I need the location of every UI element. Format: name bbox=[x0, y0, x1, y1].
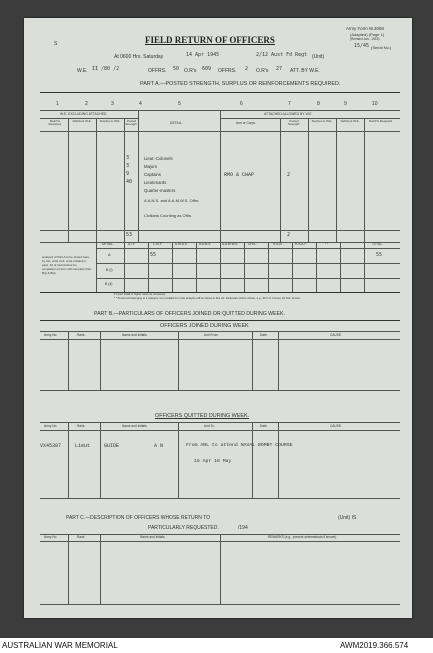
rule bbox=[340, 242, 341, 292]
joined-col-head: CAUSE. bbox=[330, 333, 342, 337]
return-date: 14 Apr 1945 bbox=[186, 52, 220, 58]
joined-col-head: Unit From. bbox=[204, 333, 219, 337]
rule bbox=[244, 242, 245, 292]
rule bbox=[220, 534, 221, 604]
analysis-aif-value: 55 bbox=[150, 252, 157, 258]
rule bbox=[40, 498, 400, 499]
rule bbox=[278, 331, 279, 390]
quitted-unit-to: From ARL to attend NAVAL BOMBT COURSE bbox=[186, 443, 293, 448]
rule bbox=[220, 242, 221, 292]
rule bbox=[40, 390, 400, 391]
analysis-note: Analysis of Part A to be shown here by ALL units Coll. units entitled in para. 16 of instructions for completion of form will complete Part B(i) & B(ii). bbox=[42, 255, 92, 276]
col-number: 6 bbox=[240, 101, 243, 107]
rule bbox=[40, 339, 400, 340]
rule bbox=[268, 242, 269, 292]
part-c-unit-label: (Unit) IS bbox=[338, 515, 357, 521]
rule bbox=[96, 242, 97, 292]
or-value-2: 27 bbox=[276, 66, 283, 72]
analysis-head: CIVIL. bbox=[248, 242, 257, 246]
rule bbox=[336, 118, 337, 242]
col-number: 8 bbox=[317, 101, 320, 107]
detail-row: A.A.N.S. and A.A.M.W.S. Offrs. bbox=[144, 198, 200, 203]
rule bbox=[220, 110, 221, 242]
analysis-head: R.A.N. bbox=[273, 242, 283, 246]
part-a-title: PART A.—POSTED STRENGTH, SURPLUS OR REINFORCEMENTS REQUIRED. bbox=[140, 81, 341, 87]
rule bbox=[100, 422, 101, 498]
form-revised: (Revised Jan., 1943) bbox=[350, 37, 380, 41]
offrs-label-1: OFFRS. bbox=[148, 68, 167, 74]
quitted-rank: Lieut bbox=[75, 443, 91, 449]
offrs-value-1: 50 bbox=[173, 66, 180, 72]
rule bbox=[96, 118, 97, 242]
quitted-col-head: Army No. bbox=[44, 424, 58, 428]
detail-row: Lieut.-Colonels bbox=[144, 156, 173, 161]
col-head: Deficient W.E. bbox=[340, 119, 360, 123]
col-head: DETAIL. bbox=[170, 121, 183, 125]
quitted-col-head: Unit To. bbox=[204, 424, 215, 428]
quitted-initials: A N bbox=[154, 443, 164, 449]
col-number: 4 bbox=[139, 101, 142, 107]
form-title: FIELD RETURN OF OFFICERS bbox=[145, 35, 275, 45]
attached-posted: 2 bbox=[287, 172, 291, 178]
rule bbox=[40, 320, 400, 321]
analysis-row-label: A. bbox=[108, 253, 112, 257]
part-c-col-head: Name and Initials. bbox=[140, 535, 166, 539]
rule bbox=[178, 331, 179, 390]
rule bbox=[100, 331, 101, 390]
analysis-head: A.A.M.W.S. bbox=[222, 242, 239, 246]
detail-row: Captains bbox=[144, 172, 161, 177]
analysis-head: * * bbox=[325, 242, 329, 246]
rule bbox=[40, 604, 400, 605]
analysis-head: A.I.F. bbox=[128, 242, 136, 246]
col-head: Surplus to W.E. bbox=[99, 119, 121, 123]
analysis-head: TOTAL. bbox=[372, 242, 383, 246]
rule bbox=[292, 242, 293, 292]
rule bbox=[68, 534, 69, 604]
or-value-1: 609 bbox=[202, 66, 212, 72]
or-label-2: O.R's bbox=[256, 68, 269, 74]
rule bbox=[308, 118, 309, 242]
analysis-total-value: 55 bbox=[376, 252, 383, 258]
rule bbox=[96, 248, 400, 249]
rule bbox=[68, 331, 69, 390]
rule bbox=[40, 292, 400, 293]
part-c-title-2: PARTICULARLY REQUESTED. bbox=[148, 525, 219, 531]
rule bbox=[172, 242, 173, 292]
joined-col-head: Date. bbox=[260, 333, 268, 337]
rule bbox=[252, 331, 253, 390]
rule bbox=[148, 242, 149, 292]
footnote-2: * * Personnel belonging to a category not provided for in the analysis will be shown in this col. Particulars will be shown, e.g., 26 U.K. Forces; 10 N.E. Forces. bbox=[114, 297, 301, 300]
analysis-head: DETAIL. bbox=[102, 242, 114, 246]
corner-mark: S bbox=[54, 41, 58, 47]
joined-title: OFFICERS JOINED DURING WEEK bbox=[160, 323, 249, 329]
rule bbox=[278, 422, 279, 498]
part-b-title: PART B.—PARTICULARS OF OFFICERS JOINED OR QUITTED DURING WEEK. bbox=[94, 311, 285, 317]
joined-col-head: Army No. bbox=[44, 333, 58, 337]
rule bbox=[68, 118, 69, 242]
quitted-col-head: Rank. bbox=[77, 424, 86, 428]
quitted-col-head: CAUSE. bbox=[330, 424, 342, 428]
col-number: 10 bbox=[372, 101, 378, 107]
corps-entry: RMO & CHAP bbox=[224, 172, 255, 178]
col-head: Reinf'ts Required. bbox=[48, 119, 62, 126]
offrs-value-2: 2 bbox=[245, 66, 249, 72]
detail-row: Civilians Counting as Offrs. bbox=[144, 213, 193, 218]
col-head: Reinf'ts Required. bbox=[369, 119, 393, 123]
col-head: Posted Strength. bbox=[125, 119, 138, 126]
footer-accession-number: AWM2019.366.574 bbox=[340, 641, 409, 650]
quitted-col-head: Date. bbox=[260, 424, 268, 428]
col-number: 1 bbox=[56, 101, 59, 107]
joined-col-head: Name and Initials. bbox=[122, 333, 148, 337]
part-c-col-head: REMARKS (e.g., present whereabouts if known). bbox=[268, 535, 338, 539]
detail-row: Majors bbox=[144, 164, 157, 169]
analysis-head: A.W.A.S. bbox=[175, 242, 188, 246]
rule bbox=[280, 118, 281, 242]
col-head: Posted Strength. bbox=[287, 119, 301, 126]
quitted-name: GUIDE bbox=[104, 443, 120, 449]
rule bbox=[124, 118, 125, 242]
part-c-col-head: Rank. bbox=[77, 535, 86, 539]
we-label: W.E. bbox=[77, 68, 88, 74]
col-head: Deficient W.E. bbox=[72, 119, 92, 123]
att-label: ATT. BY W.E. bbox=[290, 68, 320, 74]
we-value: II /80 /2 bbox=[92, 66, 120, 72]
at-hours-label: At 0600 Hrs. Saturday bbox=[114, 54, 164, 60]
rule bbox=[100, 534, 101, 604]
serial-label: (Serial No.) bbox=[371, 45, 392, 50]
part-c-year-hint: /194 bbox=[238, 525, 248, 531]
rule bbox=[124, 242, 125, 292]
col-head: Arm or Corps. bbox=[236, 121, 256, 125]
posted-lt-col: 3 bbox=[126, 155, 130, 161]
analysis-row-label: B (ii) bbox=[105, 282, 113, 286]
rule bbox=[96, 278, 400, 279]
col-number: 7 bbox=[288, 101, 291, 107]
or-label-1: O.R's bbox=[184, 68, 197, 74]
analysis-row-label: B (i) bbox=[106, 268, 113, 272]
form-adapted: (Adapted) (Page 1) bbox=[350, 32, 385, 37]
analysis-head: C.M.F. bbox=[153, 242, 163, 246]
rule bbox=[40, 422, 400, 423]
rule bbox=[252, 422, 253, 498]
quitted-title: OFFICERS QUITTED DURING WEEK. bbox=[155, 413, 250, 419]
col-number: 3 bbox=[111, 101, 114, 107]
group-attached: ATTACHED ALLOWED BY W.E. bbox=[264, 112, 313, 116]
rule bbox=[96, 263, 400, 264]
posted-captains: 9 bbox=[126, 171, 130, 177]
analysis-head: A.A.N.S. bbox=[199, 242, 212, 246]
joined-col-head: Rank. bbox=[77, 333, 86, 337]
group-we-excl: W.E. EXCLUDING ATTACHED. bbox=[60, 112, 108, 116]
unit-name: 2/12 Aust Fd Regt bbox=[256, 52, 308, 58]
footer-institution: AUSTRALIAN WAR MEMORIAL bbox=[2, 641, 118, 650]
offrs-label-2: OFFRS. bbox=[218, 68, 237, 74]
col-number: 5 bbox=[178, 101, 181, 107]
rule bbox=[68, 422, 69, 498]
rule bbox=[364, 118, 365, 242]
unit-label: (Unit) bbox=[312, 54, 325, 60]
col-number: 2 bbox=[85, 101, 88, 107]
rule bbox=[316, 242, 317, 292]
posted-majors: 3 bbox=[126, 163, 130, 169]
rule bbox=[178, 422, 179, 498]
analysis-head: R.A.A.F. bbox=[295, 242, 307, 246]
part-c-title: PART C.—DESCRIPTION OF OFFICERS WHOSE RETURN TO bbox=[66, 515, 210, 521]
form-id: Army Form W.3008 bbox=[346, 26, 384, 31]
rule bbox=[40, 92, 400, 93]
rule bbox=[138, 110, 139, 242]
detail-row: Quarter-masters bbox=[144, 188, 176, 193]
posted-total: 53 bbox=[126, 232, 133, 238]
footnote-1: # Insert detail of higher ranks as necessary. bbox=[114, 293, 166, 296]
detail-row: Lieutenants bbox=[144, 180, 167, 185]
rule bbox=[196, 242, 197, 292]
col-head: Surplus to W.E. bbox=[311, 119, 333, 123]
rule bbox=[364, 242, 365, 292]
col-number: 9 bbox=[344, 101, 347, 107]
quitted-col-head: Name and Initials. bbox=[122, 424, 148, 428]
rule bbox=[40, 331, 400, 332]
attached-total: 2 bbox=[287, 232, 291, 238]
rule bbox=[40, 430, 400, 431]
form-page bbox=[24, 18, 412, 618]
quitted-army-no: VX45387 bbox=[40, 443, 62, 449]
quitted-dates: 15 Apr 16 May bbox=[194, 459, 232, 464]
posted-lieutenants: 40 bbox=[126, 179, 133, 185]
serial-number: 15/45 bbox=[354, 43, 370, 49]
part-c-col-head: Army No. bbox=[44, 535, 58, 539]
